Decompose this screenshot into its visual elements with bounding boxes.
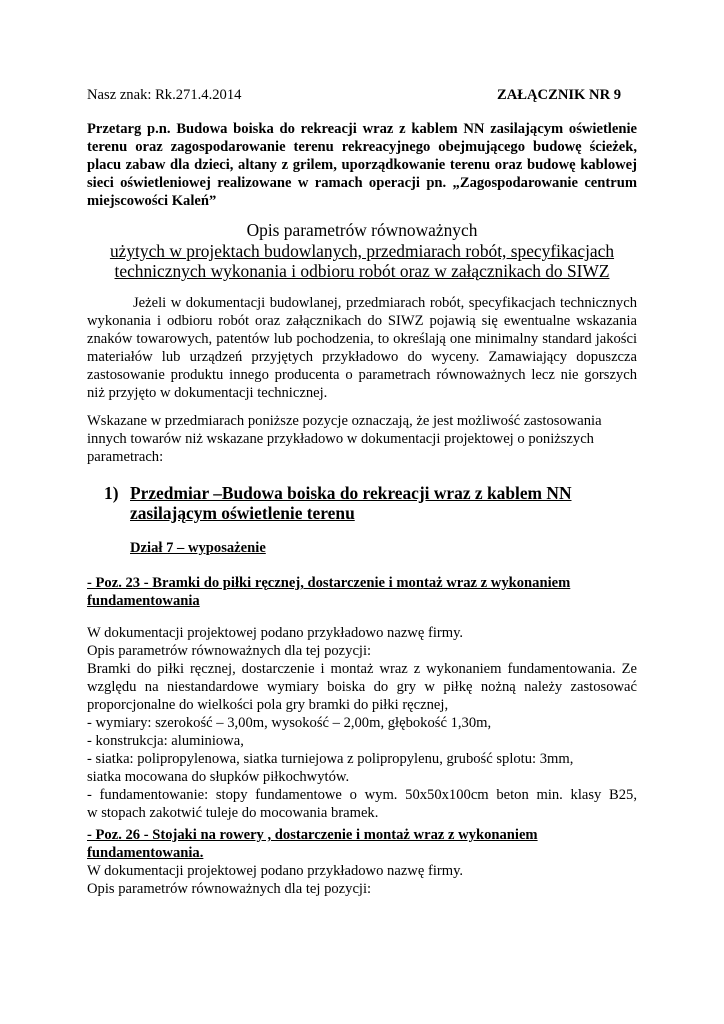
attachment-label: ZAŁĄCZNIK NR 9 [497,87,622,103]
poz23-line: - fundamentowanie: stopy fundamentowe o wym. 50x50x100cm beton min. klasy B25, [87,787,637,803]
section-number: 1) [104,483,119,503]
tender-line-4: sieci oświetleniowej realizowane w ramach operacji pn. „Zagospodarowanie centrum [87,175,637,191]
poz23-line: Opis parametrów równoważnych dla tej pozycji: [87,643,372,659]
poz23-title-line-2: fundamentowania [87,593,200,609]
intro-line-5: zastosowanie produktu innego producenta o parametrach równoważnych lecz nie gorszych [87,367,637,383]
intro-line-1: Jeżeli w dokumentacji budowlanej, przedmiarach robót, specyfikacjach technicznych [133,295,637,311]
tender-line-2: terenu oraz zagospodarowanie terenu rekreacyjnego obejmującego budowę ścieżek, [87,139,637,155]
title-line-1: Opis parametrów równoważnych [246,220,478,240]
poz23-line: siatka mocowana do słupków piłkochwytów. [87,769,350,785]
tender-line-3: placu zabaw dla dzieci, altany z grilem, uporządkowanie terenu oraz budowę kablowej [87,157,637,173]
section-heading-line-2: zasilającym oświetlenie terenu [130,503,355,523]
poz23-line: proporcjonalne do wielkości pola gry bramki do piłki ręcznej, [87,697,449,713]
poz23-line: W dokumentacji projektowej podano przykładowo nazwę firmy. [87,625,464,641]
section-heading-line-1: Przedmiar –Budowa boiska do rekreacji wraz z kablem NN [130,483,572,503]
poz23-line: Bramki do piłki ręcznej, dostarczenie i montaż wraz z wykonaniem fundamentowania. Ze [87,661,637,677]
poz23-title-line-1: - Poz. 23 - Bramki do piłki ręcznej, dostarczenie i montaż wraz z wykonaniem [87,575,571,591]
title-line-2: użytych w projektach budowlanych, przedmiarach robót, specyfikacjach [109,241,615,261]
poz26-title-line-2: fundamentowania. [87,845,204,861]
poz23-line: względu na niestandardowe wymiary boiska do gry w piłkę nożną należy zastosować [87,679,637,695]
intro-line-6: niż przyjęto w dokumentacji technicznej. [87,385,328,401]
intro-line-3: znaków towarowych, patentów lub pochodzenia, to określają one minimalny standard jakości [87,331,637,347]
indicated-line-1: Wskazane w przedmiarach poniższe pozycje oznaczają, że jest możliwość zastosowania [87,413,602,429]
indicated-line-2: innych towarów niż wskazane przykładowo w dokumentacji projektowej o poniższych [87,431,594,447]
dzial-heading: Dział 7 – wyposażenie [130,540,266,556]
poz23-line: w stopach zakotwić tuleje do mocowania bramek. [87,805,379,821]
poz23-line: - siatka: polipropylenowa, siatka turniejowa z polipropylenu, grubość splotu: 3mm, [87,751,574,767]
poz26-title-line-1: - Poz. 26 - Stojaki na rowery , dostarczenie i montaż wraz z wykonaniem [87,827,538,843]
poz23-line: - wymiary: szerokość – 3,00m, wysokość – 2,00m, głębokość 1,30m, [87,715,492,731]
indicated-line-3: parametrach: [87,449,164,465]
reference-number: Nasz znak: Rk.271.4.2014 [87,87,242,103]
title-line-3: technicznych wykonania i odbioru robót oraz w załącznikach do SIWZ [114,261,610,281]
poz26-line: Opis parametrów równoważnych dla tej pozycji: [87,881,372,897]
intro-line-2: wykonania i odbioru robót oraz załącznikach do SIWZ pojawią się ewentualne wskazania [87,313,637,329]
poz23-line: - konstrukcja: aluminiowa, [87,733,244,749]
intro-line-4: materiałów lub urządzeń przyjętych przykładowo do wyceny. Zamawiający dopuszcza [87,349,637,365]
tender-line-5: miejscowości Kaleń” [87,193,217,209]
tender-line-1: Przetarg p.n. Budowa boiska do rekreacji wraz z kablem NN zasilającym oświetlenie [87,121,637,137]
poz26-line: W dokumentacji projektowej podano przykładowo nazwę firmy. [87,863,464,879]
